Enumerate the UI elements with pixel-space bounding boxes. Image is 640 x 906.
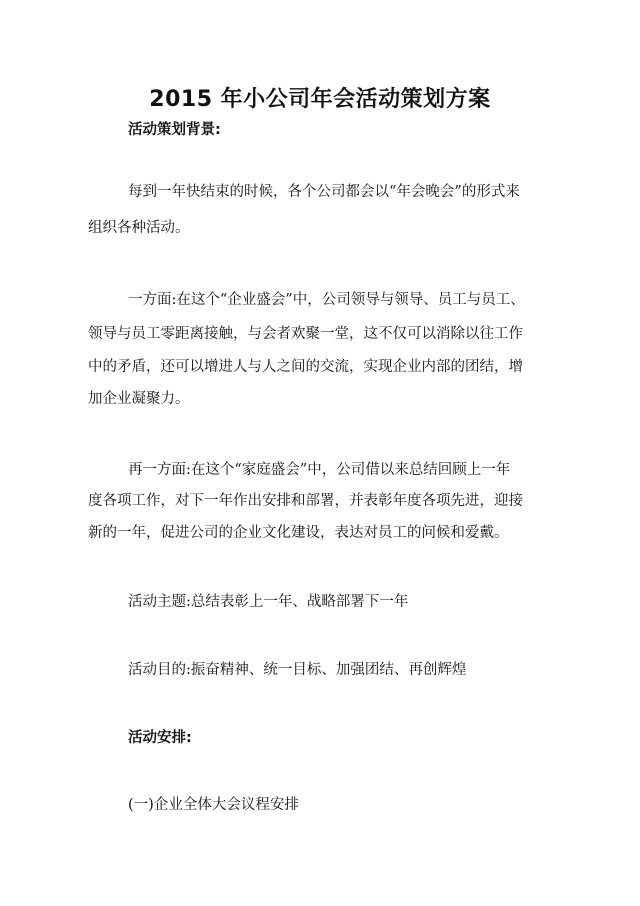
paragraph-2-line-4: 加企业凝聚力。	[88, 391, 190, 407]
background-heading: 活动策划背景:	[128, 122, 221, 138]
arrangement-heading: 活动安排:	[128, 730, 192, 746]
paragraph-1-line-2: 组织各种活动。	[88, 220, 190, 236]
paragraph-3-line-2: 度各项工作，对下一年作出安排和部署，并表彰年度各项先进，迎接	[88, 493, 523, 509]
paragraph-2-line-1: 一方面:在这个“企业盛会”中，公司领导与领导、员工与员工、	[128, 292, 525, 308]
paragraph-2-line-3: 中的矛盾，还可以增进人与人之间的交流，实现企业内部的团结，增	[88, 359, 523, 375]
paragraph-1-line-1: 每到一年快结束的时候，各个公司都会以“年会晚会”的形式来	[128, 184, 520, 200]
section-1-heading: (一)企业全体大会议程安排	[128, 797, 299, 813]
document-title: 2015 年小公司年会活动策划方案	[149, 87, 491, 112]
activity-purpose: 活动目的:振奋精神、统一目标、加强团结、再创辉煌	[128, 662, 467, 678]
paragraph-3-line-1: 再一方面:在这个“家庭盛会”中，公司借以来总结回顾上一年	[128, 462, 511, 478]
paragraph-2-line-2: 领导与员工零距离接触，与会者欢聚一堂，这不仅可以消除以往工作	[88, 326, 523, 342]
activity-theme: 活动主题:总结表彰上一年、战略部署下一年	[128, 594, 409, 610]
paragraph-3-line-3: 新的一年，促进公司的企业文化建设，表达对员工的问候和爱戴。	[88, 525, 509, 541]
